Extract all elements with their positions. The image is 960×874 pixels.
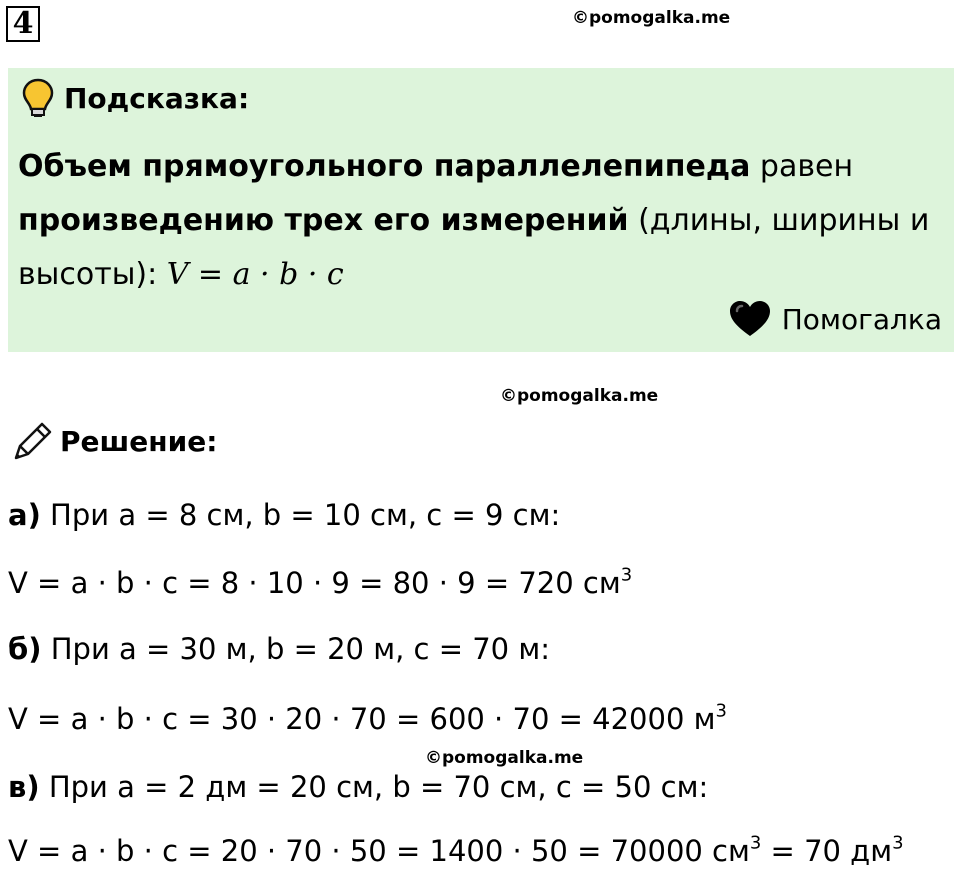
part-b-label: б) [8,632,42,666]
part-c-calc [8,834,904,868]
hint-bold-2: произведению трех его измерений [18,203,629,238]
part-b-exponent: 3 [715,700,727,722]
hint-bold-1: Объем прямоугольного параллелепипеда [18,149,751,184]
part-a-calc-text: V = a · b · c = 8 · 10 · 9 = 80 · 9 = 720 см [8,566,621,600]
hint-text [18,140,938,302]
part-a-condition-text: При a = 8 см, b = 10 см, c = 9 см: [50,498,561,532]
solution-title [10,420,217,462]
part-b-calc-text: V = a · b · c = 30 · 20 · 70 = 600 · 70 = 42000 м [8,702,716,736]
part-a-exponent: 3 [620,564,633,586]
heart-icon [728,300,772,338]
part-c-condition [8,770,708,804]
part-a-condition [8,498,560,532]
pencil-icon [10,420,54,462]
solution-title-text: Решение: [60,424,218,458]
part-c-calc-tail: = 70 дм [761,834,893,868]
part-c-exponent: 3 [749,832,762,854]
hint-title [22,78,249,118]
part-b-condition [8,632,550,666]
watermark-top: ©pomogalka.me [572,8,731,28]
watermark-middle: ©pomogalka.me [500,386,659,406]
hint-text-2: (длины, ширины и [628,203,930,238]
part-b-condition-text: При a = 30 м, b = 20 м, c = 70 м: [50,632,550,666]
brand [728,300,942,338]
part-b-calc [8,702,727,736]
part-c-calc-text: V = a · b · c = 20 · 70 · 50 = 1400 · 50 = 70000 см [8,834,750,868]
hint-text-3: высоты): [18,257,167,292]
hint-text-1: равен [750,149,854,184]
task-number: 4 [6,6,40,42]
hint-title-text: Подсказка: [64,81,250,115]
lightbulb-icon [22,78,54,118]
hint-formula: V = a · b · c [166,257,344,292]
watermark-bottom: ©pomogalka.me [425,748,584,768]
part-c-exponent-tail: 3 [892,832,904,854]
part-c-condition-text: При a = 2 дм = 20 см, b = 70 см, c = 50 см: [48,770,709,804]
brand-text: Помогалка [781,302,942,336]
part-c-label: в) [8,770,40,804]
part-a-label: а) [8,498,41,532]
part-a-calc [8,566,632,600]
